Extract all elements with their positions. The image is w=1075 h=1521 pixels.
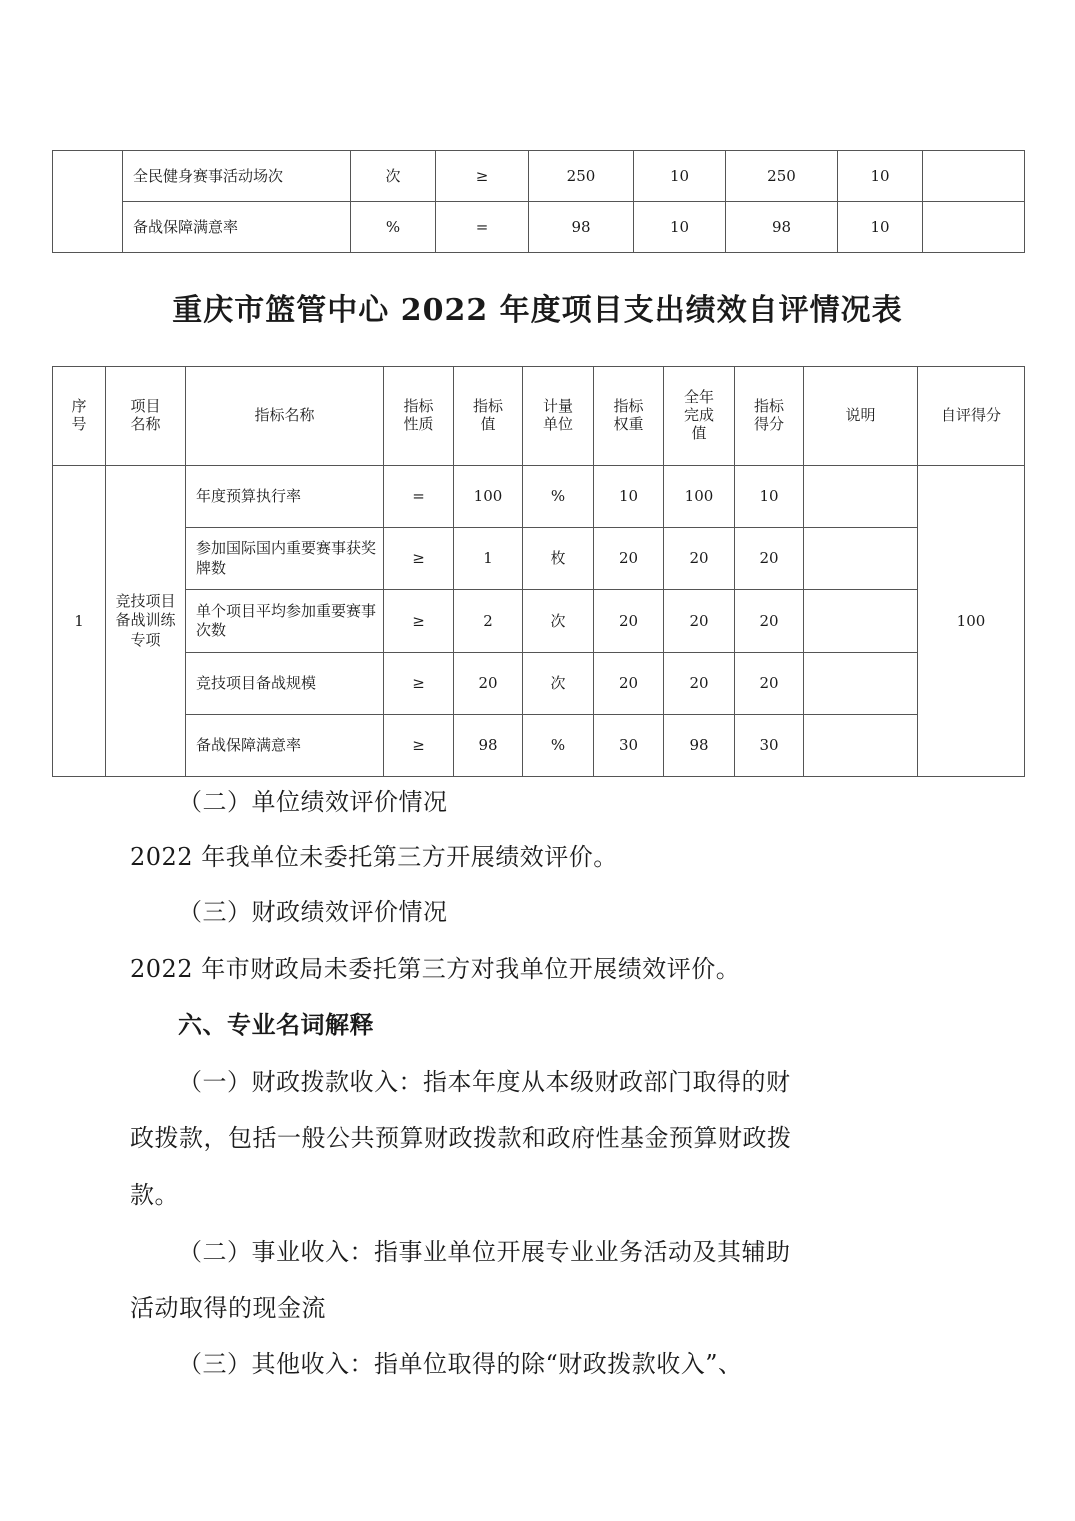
col-header-indicator-value: 指标 值 <box>454 367 523 466</box>
paragraph-other-income-line1: （三）其他收入：指单位取得的除“财政拨款收入”、 <box>178 1350 743 1378</box>
row-unit: % <box>523 466 594 528</box>
paragraph-fiscal-evaluation: 2022 年市财政局未委托第三方对我单位开展绩效评价。 <box>130 955 741 983</box>
paragraph-unit-evaluation: 2022 年我单位未委托第三方开展绩效评价。 <box>130 843 618 871</box>
row-weight: 20 <box>594 590 664 653</box>
row-indicator-value: 98 <box>454 715 523 777</box>
row-completed: 20 <box>664 590 735 653</box>
row-indicator-value: 20 <box>454 653 523 715</box>
table-row <box>53 466 1025 528</box>
continued-performance-table <box>52 150 1025 253</box>
project-performance-table <box>52 366 1025 777</box>
continued-weight: 10 <box>634 202 726 253</box>
row-remark <box>804 528 918 590</box>
table-header-row <box>53 367 1025 466</box>
row-completed: 98 <box>664 715 735 777</box>
row-weight: 20 <box>594 528 664 590</box>
row-indicator-value: 2 <box>454 590 523 653</box>
row-score: 20 <box>735 590 804 653</box>
row-seq: 1 <box>53 466 106 777</box>
paragraph-fiscal-appropriation-line1: （一）财政拨款收入：指本年度从本级财政部门取得的财 <box>178 1068 791 1096</box>
section-heading-terminology: 六、专业名词解释 <box>178 1010 374 1039</box>
page-title: 重庆市篮管中心 2022 年度项目支出绩效自评情况表 <box>172 293 903 328</box>
row-score: 20 <box>735 528 804 590</box>
table-row <box>53 202 1025 253</box>
continued-project-cell <box>53 151 123 253</box>
continued-indicator-name: 全民健身赛事活动场次 <box>123 151 351 202</box>
row-remark <box>804 715 918 777</box>
row-score: 10 <box>735 466 804 528</box>
continued-target-value: 250 <box>529 151 634 202</box>
continued-weight: 10 <box>634 151 726 202</box>
col-header-indicator-score: 指标 得分 <box>735 367 804 466</box>
row-indicator-nature: = <box>384 466 454 528</box>
col-header-seq: 序 号 <box>53 367 106 466</box>
row-indicator-value: 1 <box>454 528 523 590</box>
row-project-name: 竞技项目备战训练专项 <box>106 466 186 777</box>
col-header-weight: 指标 权重 <box>594 367 664 466</box>
table-row <box>53 528 1025 590</box>
col-header-project-name: 项目 名称 <box>106 367 186 466</box>
paragraph-fiscal-appropriation-line2: 政拨款，包括一般公共预算财政拨款和政府性基金预算财政拨 <box>130 1124 792 1152</box>
continued-unit: 次 <box>351 151 436 202</box>
row-weight: 20 <box>594 653 664 715</box>
row-indicator-name: 单个项目平均参加重要赛事次数 <box>186 590 384 653</box>
row-completed: 100 <box>664 466 735 528</box>
continued-nature: ≥ <box>436 151 529 202</box>
continued-remark <box>923 202 1025 253</box>
row-weight: 10 <box>594 466 664 528</box>
row-score: 30 <box>735 715 804 777</box>
continued-completed-value: 250 <box>726 151 838 202</box>
row-completed: 20 <box>664 528 735 590</box>
row-indicator-name: 备战保障满意率 <box>186 715 384 777</box>
row-unit: % <box>523 715 594 777</box>
row-unit: 次 <box>523 653 594 715</box>
row-indicator-nature: ≥ <box>384 528 454 590</box>
row-remark <box>804 590 918 653</box>
row-remark <box>804 466 918 528</box>
paragraph-business-income-line1: （二）事业收入：指事业单位开展专业业务活动及其辅助 <box>178 1238 791 1266</box>
table-row <box>53 715 1025 777</box>
row-indicator-nature: ≥ <box>384 653 454 715</box>
continued-nature: = <box>436 202 529 253</box>
row-indicator-name: 参加国际国内重要赛事获奖牌数 <box>186 528 384 590</box>
col-header-unit: 计量 单位 <box>523 367 594 466</box>
row-score: 20 <box>735 653 804 715</box>
col-header-indicator-nature: 指标 性质 <box>384 367 454 466</box>
row-indicator-nature: ≥ <box>384 590 454 653</box>
continued-score: 10 <box>838 202 923 253</box>
row-completed: 20 <box>664 653 735 715</box>
row-unit: 枚 <box>523 528 594 590</box>
col-header-remark: 说明 <box>804 367 918 466</box>
col-header-indicator-name: 指标名称 <box>186 367 384 466</box>
row-indicator-value: 100 <box>454 466 523 528</box>
continued-completed-value: 98 <box>726 202 838 253</box>
table-row <box>53 151 1025 202</box>
row-indicator-nature: ≥ <box>384 715 454 777</box>
table-row <box>53 653 1025 715</box>
row-remark <box>804 653 918 715</box>
paragraph-business-income-line2: 活动取得的现金流 <box>130 1294 326 1322</box>
continued-remark <box>923 151 1025 202</box>
table-row <box>53 590 1025 653</box>
continued-unit: % <box>351 202 436 253</box>
row-indicator-name: 竞技项目备战规模 <box>186 653 384 715</box>
section-heading-fiscal-evaluation: （三）财政绩效评价情况 <box>178 898 448 926</box>
col-header-self-score: 自评得分 <box>918 367 1025 466</box>
row-unit: 次 <box>523 590 594 653</box>
section-heading-unit-evaluation: （二）单位绩效评价情况 <box>178 788 448 816</box>
row-indicator-name: 年度预算执行率 <box>186 466 384 528</box>
continued-target-value: 98 <box>529 202 634 253</box>
continued-score: 10 <box>838 151 923 202</box>
col-header-annual-completed: 全年 完成 值 <box>664 367 735 466</box>
row-self-score: 100 <box>918 466 1025 777</box>
paragraph-fiscal-appropriation-line3: 款。 <box>130 1181 179 1209</box>
continued-indicator-name: 备战保障满意率 <box>123 202 351 253</box>
row-weight: 30 <box>594 715 664 777</box>
